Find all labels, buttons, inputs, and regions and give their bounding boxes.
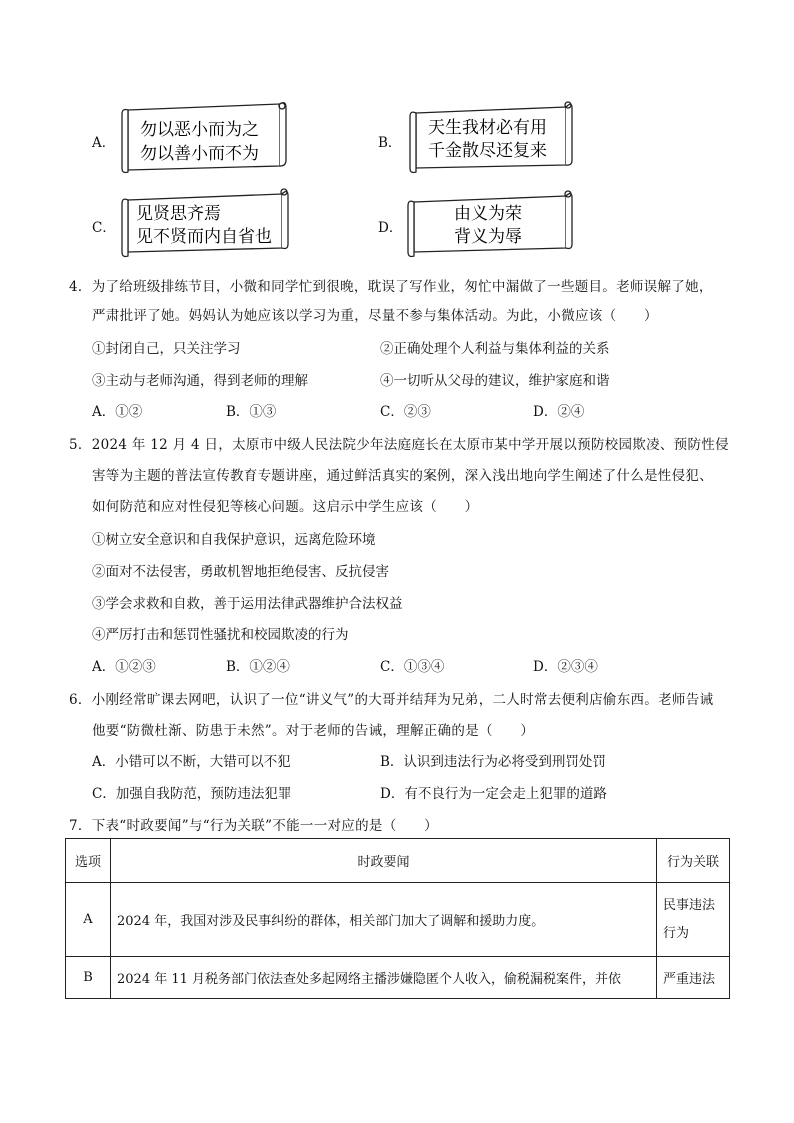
option-b-line1: 天生我材必有用 [428, 118, 547, 138]
q5-item-4: ④严厉打击和惩罚性骚扰和校园欺凌的行为 [92, 627, 349, 643]
header-option: 选项 [66, 839, 111, 883]
option-c-line2: 见不贤而内自省也 [136, 227, 272, 247]
option-c-letter: C． [92, 220, 116, 236]
q7-stem: 7．下表“时政要闻”与“行为关联”不能一一对应的是（ ） [69, 818, 438, 834]
q6-stem-line2: 他要“防微杜渐、防患于未然”。对于老师的告诫，理解正确的是（ ） [92, 723, 535, 739]
q4-stem-line1: 4．为了给班级排练节目，小微和同学忙到很晚，耽误了写作业，匆忙中漏做了一些题目。老师误解了她， [69, 279, 713, 295]
option-a-line1: 勿以恶小而为之 [140, 120, 259, 140]
scroll-image-d [0, 0, 794, 300]
q6-choice-b[interactable]: B．认识到违法行为必将受到刑罚处罚 [380, 754, 606, 770]
row-news: 2024 年，我国对涉及民事纠纷的群体，相关部门加大了调解和援助力度。 [111, 883, 657, 957]
q5-choice-c[interactable]: C．①③④ [380, 659, 445, 675]
option-b-line2: 千金散尽还复来 [428, 141, 547, 161]
q6-choice-c[interactable]: C．加强自我防范，预防违法犯罪 [92, 786, 292, 802]
header-relation: 行为关联 [657, 839, 730, 883]
q5-stem-line2: 害等为主题的普法宣传教育专题讲座，通过鲜活真实的案例，深入浅出地向学生阐述了什么是性侵犯、 [92, 468, 713, 484]
row-news: 2024 年 11 月税务部门依法查处多起网络主播涉嫌隐匿个人收入，偷税漏税案件，并依 [111, 957, 657, 999]
q4-choice-c[interactable]: C．②③ [380, 404, 431, 420]
option-b-letter: B． [378, 135, 402, 151]
q7-table [65, 838, 730, 999]
row-relation-line2: 行为 [663, 925, 690, 941]
q5-item-3: ③学会求救和自救，善于运用法律武器维护合法权益 [92, 596, 403, 612]
row-relation: 严重违法 [657, 957, 730, 999]
row-option: A [66, 883, 111, 957]
table-row [66, 883, 730, 957]
row-relation-line1: 民事违法 [663, 897, 716, 913]
q4-stem-line2: 严肃批评了她。妈妈认为她应该以学习为重，尽量不参与集体活动。为此，小微应该（ ） [92, 308, 658, 324]
q6-choice-d[interactable]: D．有不良行为一定会走上犯罪的道路 [380, 786, 607, 802]
q4-choice-d[interactable]: D．②④ [533, 404, 585, 420]
q5-choice-a[interactable]: A．①②③ [92, 659, 156, 675]
q5-choice-b[interactable]: B．①②④ [226, 659, 290, 675]
q4-item-4: ④一切听从父母的建议，维护家庭和谐 [380, 373, 610, 389]
table-row [66, 957, 730, 999]
q4-item-3: ③主动与老师沟通，得到老师的理解 [92, 373, 308, 389]
q4-choice-a[interactable]: A．①② [92, 404, 143, 420]
q4-item-2: ②正确处理个人利益与集体利益的关系 [380, 341, 610, 357]
row-option: B [66, 957, 111, 999]
q5-item-2: ②面对不法侵害，勇敢机智地拒绝侵害、反抗侵害 [92, 564, 389, 580]
q6-choice-a[interactable]: A．小错可以不断，大错可以不犯 [92, 754, 291, 770]
option-c-line1: 见贤思齐焉 [136, 204, 221, 224]
header-news: 时政要闻 [111, 839, 657, 883]
table-header-row [66, 839, 730, 883]
option-d-line1: 由义为荣 [454, 204, 522, 224]
q6-stem-line1: 6．小刚经常旷课去网吧，认识了一位“讲义气”的大哥并结拜为兄弟，二人时常去便利店偷东西。老师告诫 [69, 692, 714, 708]
q5-choice-d[interactable]: D．②③④ [533, 659, 598, 675]
row-relation [657, 883, 730, 957]
option-a-letter: A． [92, 135, 116, 151]
q5-item-1: ①树立安全意识和自我保护意识，远离危险环境 [92, 532, 376, 548]
q5-stem-line1: 5．2024 年 12 月 4 日，太原市中级人民法院少年法庭庭长在太原市某中学开展以预防校园欺凌、预防性侵 [69, 437, 729, 453]
option-d-letter: D． [378, 220, 403, 236]
option-a-line2: 勿以善小而不为 [140, 144, 259, 164]
q4-item-1: ①封闭自己，只关注学习 [92, 341, 241, 357]
option-d-line2: 背义为辱 [454, 227, 522, 247]
q4-choice-b[interactable]: B．①③ [226, 404, 277, 420]
q5-stem-line3: 如何防范和应对性侵犯等核心问题。这启示中学生应该（ ） [92, 499, 479, 515]
